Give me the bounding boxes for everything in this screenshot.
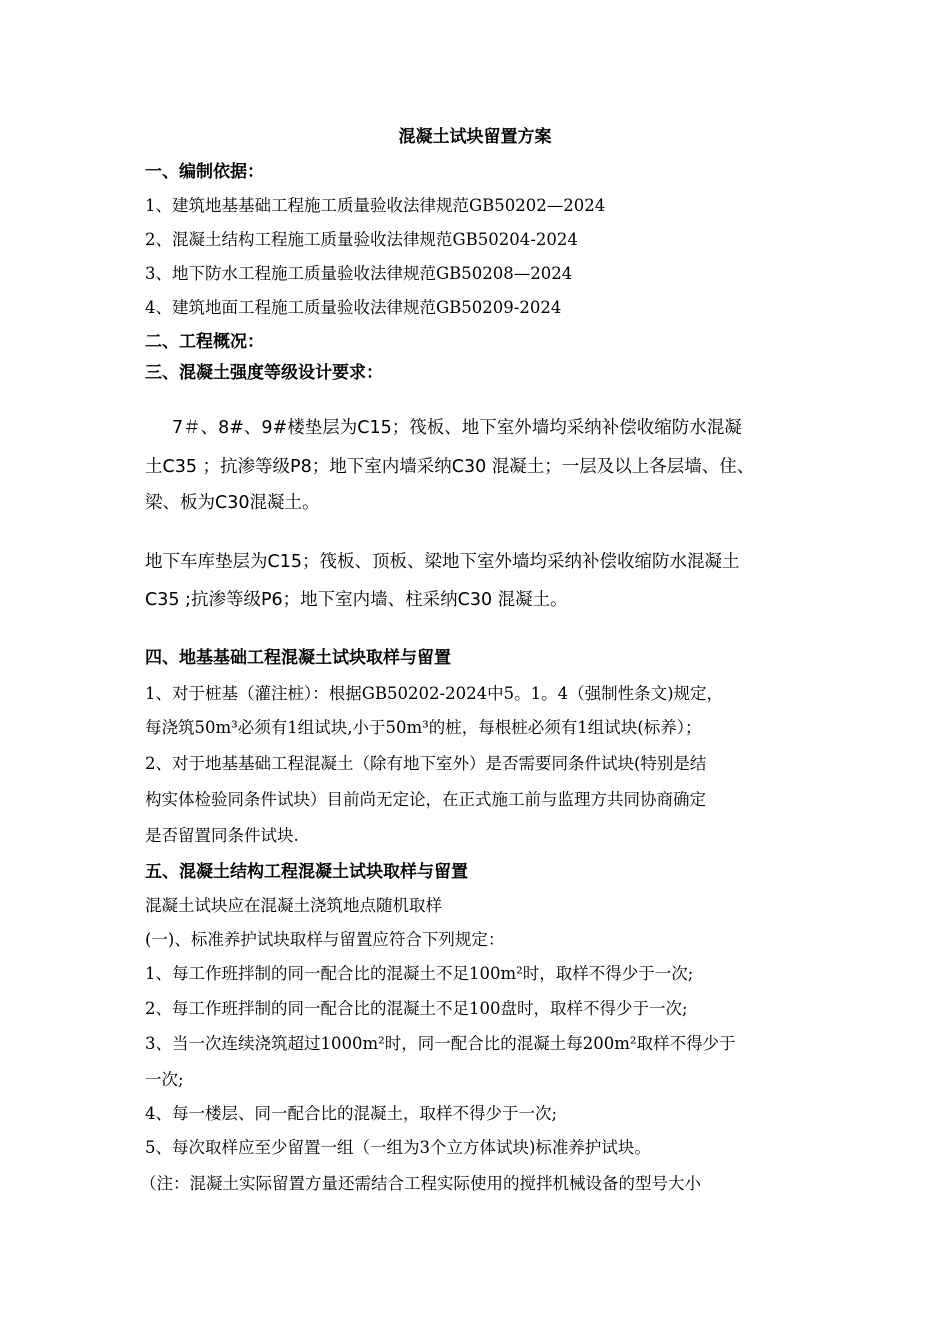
structure-line: 1、每工作班拌制的同一配合比的混凝土不足100m²时，取样不得少于一次; <box>145 964 694 983</box>
structure-line: 5、每次取样应至少留置一组（一组为3个立方体试块)标准养护试块。 <box>145 1138 651 1157</box>
section-heading-foundation: 四、地基基础工程混凝土试块取样与留置 <box>145 648 451 668</box>
basis-item: 3、地下防水工程施工质量验收法律规范GB50208—2024 <box>145 264 573 283</box>
strength-paragraph-line: 土C35 ；抗渗等级P8；地下室内墙采纳C30 混凝土；一层及以上各层墙、住、 <box>145 457 755 477</box>
structure-line: 混凝土试块应在混凝土浇筑地点随机取样 <box>145 896 442 915</box>
structure-line: 2、每工作班拌制的同一配合比的混凝土不足100盘时，取样不得少于一次; <box>145 999 688 1018</box>
foundation-line: 构实体检验同条件试块）目前尚无定论，在正式施工前与监理方共同协商确定 <box>145 790 706 809</box>
structure-line: (一)、标准养护试块取样与留置应符合下列规定： <box>145 930 505 949</box>
basis-item: 2、混凝土结构工程施工质量验收法律规范GB50204-2024 <box>145 230 578 249</box>
garage-paragraph-line: C35 ;抗渗等级P6；地下室内墙、柱采纳C30 混凝土。 <box>145 590 568 610</box>
foundation-line: 每浇筑50m³必须有1组试块,小于50m³的桩，每根桩必须有1组试块(标养）； <box>145 718 702 737</box>
foundation-line: 1、对于桩基（灌注桩）：根据GB50202-2024中5。1。4（强制性条文)规定， <box>145 684 724 703</box>
structure-line: 3、当一次连续浇筑超过1000m²时，同一配合比的混凝土每200m²取样不得少于 <box>145 1034 736 1053</box>
document-title: 混凝土试块留置方案 <box>398 127 552 147</box>
garage-paragraph-line: 地下车库垫层为C15；筏板、顶板、梁地下室外墙均采纳补偿收缩防水混凝土 <box>145 552 740 572</box>
foundation-line: 2、对于地基基础工程混凝土（除有地下室外）是否需要同条件试块(特别是结 <box>145 754 707 773</box>
section-heading-basis: 一、编制依据： <box>145 162 264 182</box>
structure-line: 一次; <box>145 1070 184 1089</box>
section-heading-strength: 三、混凝土强度等级设计要求： <box>145 363 383 383</box>
strength-paragraph-line: 7＃、8#、9#楼垫层为C15；筏板、地下室外墙均采纳补偿收缩防水混凝 <box>172 418 742 438</box>
section-heading-overview: 二、工程概况： <box>145 332 264 352</box>
structure-note-line: （注：混凝土实际留置方量还需结合工程实际使用的搅拌机械设备的型号大小 <box>140 1174 701 1193</box>
foundation-line: 是否留置同条件试块. <box>145 826 299 845</box>
basis-item: 4、建筑地面工程施工质量验收法律规范GB50209-2024 <box>145 298 562 317</box>
section-heading-structure: 五、混凝土结构工程混凝土试块取样与留置 <box>145 862 468 882</box>
basis-item: 1、建筑地基基础工程施工质量验收法律规范GB50202—2024 <box>145 196 606 215</box>
strength-paragraph-line: 梁、板为C30混凝土。 <box>145 493 320 513</box>
structure-line: 4、每一楼层、同一配合比的混凝土，取样不得少于一次; <box>145 1104 558 1123</box>
